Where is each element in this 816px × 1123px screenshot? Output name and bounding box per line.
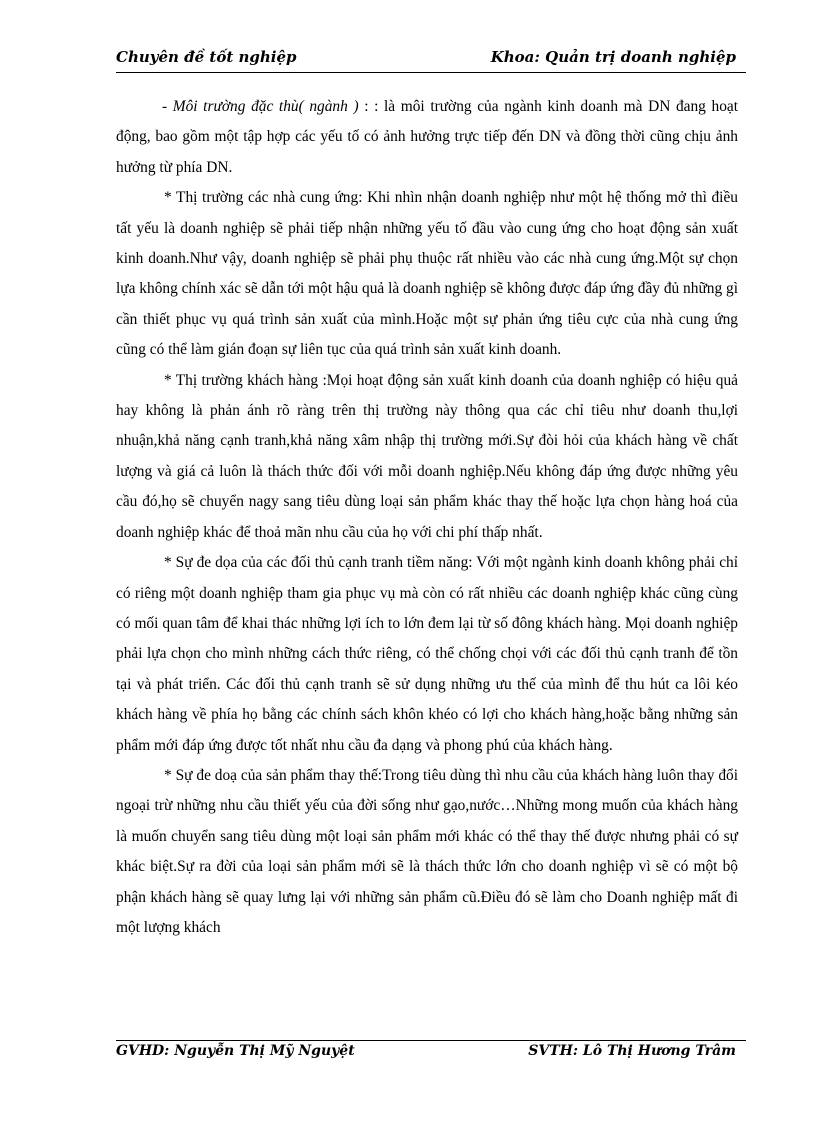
page-footer [116,1043,736,1073]
paragraph-lead: - Môi trường đặc thù( ngành ) [162,98,365,115]
footer-advisor: GVHD: Nguyễn Thị Mỹ Nguyệt [116,1043,355,1059]
paragraph-competitors: * Sự đe dọa của các đối thủ cạnh tranh tiềm năng: Với một ngành kinh doanh không phải chỉ có riêng một doanh nghiệp tham gia phục vụ mà còn có rất nhiều các doanh nghiệp khác cũng cùng có mối quan tâm để khai thác những lợi ích to lớn đem lại từ số đông khách hàng. Mọi doanh nghiệp phải lựa chọn cho mình những cách thức riêng, có thể chống chọi với các đối thủ cạnh tranh để tồn tại và phát triển. Các đối thủ cạnh tranh sẽ sử dụng những ưu thế của mình để thu hút ca lôi kéo khách hàng về phía họ bằng các chính sách khôn khéo có lợi cho khách hàng,hoặc bằng những sản phẩm mới đáp ứng được tốt nhất nhu cầu đa dạng và phong phú của khách hàng. [116,554,738,754]
document-body [116,92,738,943]
header-title: Chuyên đề tốt nghiệp [116,48,297,66]
footer-divider [116,1040,746,1041]
paragraph-customers: * Thị trường khách hàng :Mọi hoạt động sản xuất kinh doanh của doanh nghiệp có hiệu quả hay không là phản ánh rõ ràng trên thị trường này thông qua các chỉ tiêu như doanh thu,lợi nhuận,khả năng cạnh tranh,khả năng xâm nhập thị trường mới.Sự đòi hỏi của khách hàng về chất lượng và giá cả luôn là thách thức đối với mỗi doanh nghiệp.Nếu không đáp ứng được những yêu cầu đó,họ sẽ chuyển nagy sang tiêu dùng loại sản phẩm khác thay thế hoặc lựa chọn hàng hoá của doanh nghiệp khác để thoả mãn nhu cầu của họ với chi phí thấp nhất. [116,371,738,541]
header-department: Khoa: Quản trị doanh nghiệp [490,48,736,66]
page-header [116,44,736,74]
paragraph-specific-environment [116,92,738,183]
paragraph-text: : : là môi trường của ngành kinh doanh mà DN đang hoạt động, bao gồm một tập hợp các yếu tố có ảnh hưởng trực tiếp đến DN và đồng thời cũng chịu ảnh hưởng từ phía DN. [116,98,739,176]
header-divider [116,72,746,73]
footer-student: SVTH: Lô Thị Hương Trâm [528,1043,736,1059]
paragraph-suppliers: * Thị trường các nhà cung ứng: Khi nhìn nhận doanh nghiệp như một hệ thống mở thì điều tất yếu là doanh nghiệp sẽ phải tiếp nhận những yếu tố đầu vào cung ứng cho hoạt động sản xuất kinh doanh.Như vậy, doanh nghiệp sẽ phải phụ thuộc rất nhiều vào các nhà cung ứng.Một sự chọn lựa không chính xác sẽ dẫn tới một hậu quả là doanh nghiệp sẽ không được đáp ứng đầy đủ những gì cần thiết phục vụ quá trình sản xuất của mình.Hoặc một sự phản ứng tiêu cực của nhà cung ứng cũng có thể làm gián đoạn sự liên tục của quá trình sản xuất kinh doanh. [116,189,738,359]
paragraph-substitutes: * Sự đe doạ của sản phẩm thay thế:Trong tiêu dùng thì nhu cầu của khách hàng luôn thay đổi ngoại trừ những nhu cầu thiết yếu của đời sống như gạo,nước…Những mong muốn của khách hàng là muốn chuyển sang tiêu dùng một loại sản phẩm mới khác có thể thay thế được nhưng phải có sự khác biệt.Sự ra đời của loại sản phẩm mới sẽ là thách thức lớn cho doanh nghiệp vì sẽ có một bộ phận khách hàng sẽ quay lưng lại với những sản phẩm cũ.Điều đó sẽ làm cho Doanh nghiệp mất đi một lượng khách [116,766,738,936]
